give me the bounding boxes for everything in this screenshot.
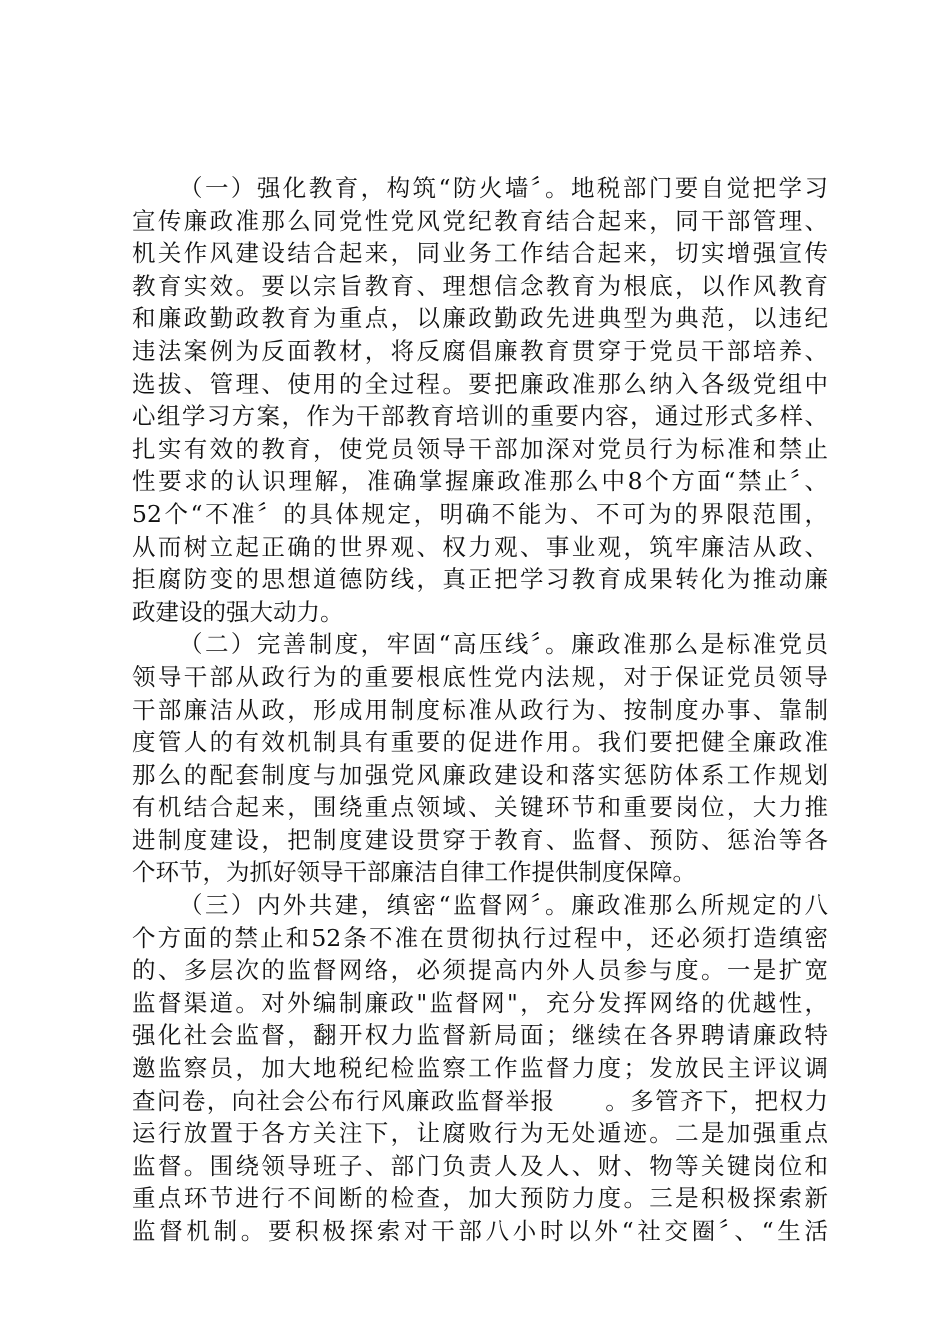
text-line: 个方面的禁止和52条不准在贯彻执行过程中，还必须打造缜密 [132,923,828,952]
document-page [132,172,828,1248]
text-line: 运行放置于各方关注下，让腐败行为无处遁迹。二是加强重点 [132,1119,828,1148]
text-line: 心组学习方案，作为干部教育培训的重要内容，通过形式多样、 [132,402,828,431]
text-line: 查问卷，向社会公布行风廉政监督举报 。多管齐下，把权力 [132,1086,828,1115]
text-line: 的、多层次的监督网络，必须提高内外人员参与度。一是扩宽 [132,956,828,985]
text-line: 教育实效。要以宗旨教育、理想信念教育为根底，以作风教育 [132,271,828,300]
text-line: 有机结合起来，围绕重点领域、关键环节和重要岗位，大力推 [132,793,828,822]
text-line: 邀监察员，加大地税纪检监察工作监督力度；发放民主评议调 [132,1054,828,1083]
text-line: 机关作风建设结合起来，同业务工作结合起来，切实增强宣传 [132,239,828,268]
text-line: 个环节，为抓好领导干部廉洁自律工作提供制度保障。 [132,858,696,887]
text-line: 选拔、管理、使用的全过程。要把廉政准那么纳入各级党组中 [132,369,828,398]
text-line: 度管人的有效机制具有重要的促进作用。我们要把健全廉政准 [132,728,828,757]
text-line: 监督渠道。对外编制廉政"监督网"，充分发挥网络的优越性， [132,988,828,1017]
paragraph-education [132,172,828,628]
text-line: 强化社会监督，翻开权力监督新局面；继续在各界聘请廉政特 [132,1021,828,1050]
text-line: 监督机制。要积极探索对干部八小时以外“社交圈〞、“生活 [132,1217,828,1245]
text-line: 违法案例为反面教材，将反腐倡廉教育贯穿于党员干部培养、 [132,336,828,365]
text-line: 重点环节进行不间断的检查，加大预防力度。三是积极探索新 [132,1184,828,1213]
text-line: （三）内外共建，缜密“监督网〞。廉政准那么所规定的八 [179,891,828,920]
text-line: 扎实有效的教育，使党员领导干部加深对党员行为标准和禁止 [132,434,828,463]
text-line: 进制度建设，把制度建设贯穿于教育、监督、预防、惩治等各 [132,825,828,854]
text-line: 从而树立起正确的世界观、权力观、事业观，筑牢廉洁从政、 [132,532,828,561]
text-line: （二）完善制度，牢固“高压线〞。廉政准那么是标准党员 [179,630,828,659]
text-line: 拒腐防变的思想道德防线，真正把学习教育成果转化为推动廉 [132,565,828,594]
text-line: 性要求的认识理解，准确掌握廉政准那么中8个方面“禁止〞、 [132,467,828,496]
text-line: 政建设的强大动力。 [132,597,344,626]
paragraph-institution [132,628,828,889]
text-line: 领导干部从政行为的重要根底性党内法规，对于保证党员领导 [132,662,828,691]
paragraph-supervision [132,889,828,1248]
text-line: 和廉政勤政教育为重点，以廉政勤政先进典型为典范，以违纪 [132,304,828,333]
text-line: 那么的配套制度与加强党风廉政建设和落实惩防体系工作规划 [132,760,828,789]
text-line: （一）强化教育，构筑“防火墙〞。地税部门要自觉把学习 [179,174,828,202]
text-line: 干部廉洁从政，形成用制度标准从政行为、按制度办事、靠制 [132,695,828,724]
text-line: 宣传廉政准那么同党性党风党纪教育结合起来，同干部管理、 [132,206,828,235]
text-line: 52个“不准〞的具体规定，明确不能为、不可为的界限范围， [132,499,828,528]
text-line: 监督。围绕领导班子、部门负责人及人、财、物等关键岗位和 [132,1151,828,1180]
